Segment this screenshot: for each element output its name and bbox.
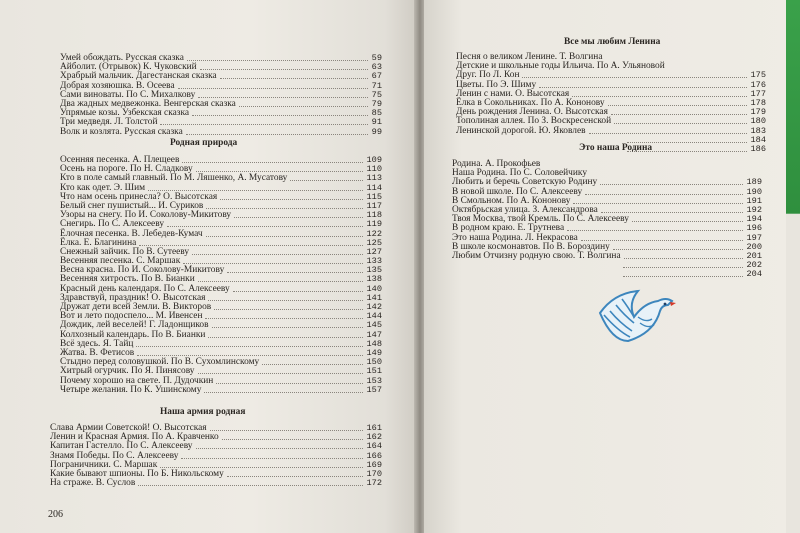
toc-entry-page: 127 [366, 246, 382, 257]
dot-leader [182, 162, 362, 163]
toc-entry-title: Ленин с нами. О. Высотская [456, 88, 570, 99]
dot-leader [206, 208, 362, 209]
dot-leader [212, 327, 363, 328]
toc-entry-page: 190 [746, 186, 762, 197]
toc-entry-title: В родном краю. Е. Трутнева [452, 223, 565, 234]
section-heading-native-nature: Родная природа [170, 138, 238, 148]
toc-entry-page: 142 [366, 302, 382, 312]
toc-entry-page: 141 [366, 292, 382, 303]
toc-entry-title: Жатва. В. Фетисов [60, 347, 135, 358]
toc-entry-title: Почему хорошо на свете. П. Дудочкин [60, 375, 214, 386]
toc-entry-title: Ёлка. Е. Благинина [60, 237, 137, 248]
toc-entry-title: Капитан Гастелло. По С. Алексееву [50, 441, 193, 452]
toc-entry-title: Ёлочная песенка. В. Лебедев-Кумач [60, 228, 203, 239]
toc-entry-page: 170 [366, 468, 382, 479]
toc-entry-page: 71 [371, 80, 382, 91]
dot-leader [262, 364, 362, 365]
dot-leader [233, 291, 363, 292]
toc-entry-page: 148 [366, 338, 382, 349]
toc-entry-page: 200 [746, 241, 762, 252]
toc-entry-page: 140 [366, 283, 382, 294]
toc-entry-title: Друг. По Л. Кон [456, 70, 520, 81]
right-page [424, 0, 800, 533]
dot-leader [136, 346, 362, 347]
toc-entry-title: Ленин и Красная Армия. По А. Кравченко [50, 432, 219, 443]
toc-entry-page: 151 [366, 366, 382, 377]
toc-entry-page: 175 [750, 70, 766, 81]
dot-leader [290, 180, 362, 181]
toc-entry-title: Снежный зайчик. По В. Сутееву [60, 246, 190, 257]
toc-entry-title: На страже. В. Суслов [50, 478, 136, 489]
toc-entry-page: 114 [366, 182, 382, 193]
toc-entry-title: Волк и козлята. Русская сказка [60, 126, 183, 137]
dot-leader [160, 467, 362, 468]
toc-entry-page: 186 [750, 143, 766, 154]
toc-entry-page: 144 [366, 311, 382, 322]
toc-entry-page: 161 [366, 423, 382, 433]
toc-entry-title: Дождик, лей веселей! Г. Ладонщиков [60, 320, 209, 331]
toc-list-fairy-tales [60, 54, 382, 137]
toc-entry-page: 113 [366, 173, 382, 184]
toc-entry [60, 386, 382, 395]
dot-leader [600, 184, 742, 185]
dot-leader [196, 448, 363, 449]
toc-entry-title: В Смольном. По А. Кононову [452, 195, 571, 206]
section-heading-our-army: Наша армия родная [160, 407, 246, 417]
toc-entry-page: 119 [366, 219, 382, 230]
toc-entry-page: 178 [750, 97, 766, 108]
toc-entry [60, 128, 382, 137]
toc-entry-title: Какие бывают шпионы. По Б. Никольскому [50, 468, 224, 479]
toc-entry-title: Это наша Родина. Л. Некрасова [452, 232, 578, 243]
dot-leader [205, 318, 362, 319]
toc-list-lenin [456, 53, 766, 154]
toc-entry-page: 180 [750, 116, 766, 127]
toc-entry-page: 79 [371, 98, 382, 109]
toc-entry-title: Родина. А. Прокофьев [452, 159, 541, 169]
dot-leader [148, 190, 362, 191]
toc-entry-title: Твоя Москва, твой Кремль. По С. Алексееву [452, 214, 629, 225]
dot-leader [608, 105, 747, 106]
toc-entry [452, 261, 762, 270]
toc-entry-page: 150 [366, 357, 382, 368]
toc-entry-title: Хитрый огурчик. По Я. Пинясову [60, 366, 195, 377]
toc-entry-page: 184 [750, 134, 766, 145]
toc-entry-title: Белый снег пушистый... И. Суриков [60, 200, 204, 211]
section-heading-motherland: Это наша Родина [579, 143, 653, 153]
page-number: 206 [48, 509, 63, 520]
dot-leader [581, 240, 743, 241]
dot-leader [589, 133, 747, 134]
dot-leader [234, 217, 362, 218]
dot-leader [522, 77, 746, 78]
dot-leader [198, 373, 363, 374]
toc-list-native-nature [60, 156, 382, 395]
dot-leader [572, 96, 746, 97]
dot-leader [611, 114, 747, 115]
toc-entry-title: Слава Армии Советской! О. Высотская [50, 423, 207, 433]
toc-entry-title: Упрямые козы. Узбекская сказка [60, 108, 190, 119]
toc-entry-title: Храбрый мальчик. Дагестанская сказка [60, 71, 217, 82]
dot-leader [573, 203, 742, 204]
toc-entry-title: Два жадных медвежонка. Венгерская сказка [60, 98, 236, 109]
toc-entry-title: В школе космонавтов. По В. Бороздину [452, 241, 610, 252]
toc-entry-page: 149 [366, 347, 382, 358]
toc-entry-page: 177 [750, 88, 766, 99]
toc-entry-page: 201 [746, 250, 762, 261]
dot-leader [178, 88, 368, 89]
toc-entry-title: Любим Отчизну родную свою. Т. Волгина [452, 250, 621, 261]
toc-entry [452, 270, 762, 279]
dot-leader [208, 300, 362, 301]
dot-leader [210, 430, 363, 431]
toc-entry-page: 172 [366, 478, 382, 489]
toc-entry-title: Стыдно перед соловушкой. По В. Сухомлинскому [60, 357, 260, 368]
toc-entry-title: Осень на пороге. По Н. Сладкову [60, 164, 193, 175]
toc-entry-title: Кто как одет. Э. Шим [60, 182, 146, 193]
toc-entry-page: 99 [371, 126, 382, 137]
dot-leader [227, 272, 362, 273]
toc-entry-page: 125 [366, 237, 382, 248]
toc-entry-title: Любить и беречь Советскую Родину [452, 177, 598, 188]
dot-leader [192, 115, 368, 116]
toc-entry-title: Четыре желания. По К. Ушинскому [60, 384, 202, 395]
dot-leader [227, 476, 363, 477]
dot-leader [601, 212, 743, 213]
toc-entry-page: 153 [366, 375, 382, 386]
section-heading-lenin: Все мы любим Ленина [564, 37, 661, 47]
toc-entry-page: 169 [366, 459, 382, 470]
toc-entry-title: Ленинской дорогой. Ю. Яковлев [456, 125, 586, 136]
toc-entry-page: 133 [366, 256, 382, 267]
toc-list-our-army [50, 424, 382, 488]
toc-entry-title: Айболит. (Отрывок) К. Чуковский [60, 62, 197, 73]
toc-entry-title: Наша Родина. По С. Соловейчику [452, 168, 588, 179]
toc-entry-page: 110 [366, 164, 382, 175]
toc-entry-page: 196 [746, 223, 762, 234]
toc-entry-title: Сами виноваты. По С. Михалкову [60, 89, 196, 100]
toc-entry-page: 197 [746, 232, 762, 243]
toc-entry-title: Песня о великом Ленине. Т. Волгина [456, 52, 603, 62]
toc-entry-page: 145 [366, 320, 382, 331]
toc-entry-title: Что нам осень принесла? О. Высотская [60, 191, 218, 202]
toc-entry-title: Узоры на снегу. По И. Соколову-Микитову [60, 210, 232, 221]
toc-entry-page: 85 [371, 108, 382, 119]
dot-leader [200, 69, 368, 70]
toc-entry-title: Тополиная аллея. По З. Воскресенской [456, 116, 612, 127]
toc-entry-page: 192 [746, 204, 762, 215]
dot-leader [186, 134, 368, 135]
toc-entry-title: Детские и школьные годы Ильича. По А. Ульяновой [456, 61, 665, 72]
toc-entry-title: Пограничники. С. Маршак [50, 459, 158, 470]
toc-entry [452, 252, 762, 261]
dot-leader [239, 106, 368, 107]
toc-entry-title: Колхозный календарь. По В. Бианки [60, 329, 206, 340]
toc-entry-title: Умей обождать. Русская сказка [60, 53, 184, 63]
toc-entry-page: 179 [750, 107, 766, 118]
toc-entry-title: Весенняя песенка. С. Маршак [60, 256, 181, 267]
toc-entry-title: День рождения Ленина. О. Высотская [456, 107, 608, 118]
toc-entry-page: 176 [750, 79, 766, 90]
dot-leader [220, 78, 368, 79]
dot-leader [614, 123, 746, 124]
toc-entry-page: 157 [366, 384, 382, 395]
toc-entry-page: 59 [371, 53, 382, 63]
toc-entry-page: 183 [750, 125, 766, 136]
toc-entry-title: Три медведя. Л. Толстой [60, 117, 158, 128]
dot-leader [137, 355, 362, 356]
toc-entry-title: Весенняя хитрость. По В. Бианки [60, 274, 195, 285]
dot-leader [192, 254, 362, 255]
toc-entry-page: 189 [746, 177, 762, 188]
dot-leader [208, 337, 362, 338]
toc-entry-title: Знамя Победы. По С. Алексееву [50, 450, 179, 461]
toc-entry-page: 122 [366, 228, 382, 239]
dot-leader [160, 124, 367, 125]
toc-entry-title: Октябрьская улица. З. Александрова [452, 204, 598, 215]
toc-entry-title: Осенняя песенка. А. Плещеев [60, 155, 180, 165]
toc-entry-page: 63 [371, 62, 382, 73]
toc-entry-page: 194 [746, 214, 762, 225]
cover-edge [786, 0, 800, 533]
toc-entry-title: Здравствуй, праздник! О. Высотская [60, 292, 206, 303]
dot-leader [623, 276, 743, 277]
dot-leader [623, 267, 743, 268]
toc-entry-title: Ёлка в Сокольниках. По А. Кононову [456, 97, 605, 108]
toc-entry-page: 91 [371, 117, 382, 128]
dot-leader [632, 221, 743, 222]
dot-leader [139, 245, 362, 246]
dot-leader [181, 458, 362, 459]
toc-entry-page: 191 [746, 195, 762, 206]
dot-leader [567, 230, 742, 231]
dot-leader [624, 258, 743, 259]
toc-entry-page: 135 [366, 265, 382, 276]
toc-entry-page: 162 [366, 432, 382, 443]
toc-entry-page: 147 [366, 329, 382, 340]
toc-entry-title: Всё здесь. Я. Тайц [60, 338, 134, 349]
dot-leader [613, 249, 743, 250]
toc-entry-page: 115 [366, 191, 382, 202]
toc-entry-title: Вот и лето подоспело... М. Ивенсен [60, 311, 203, 322]
toc-entry-title: Добрая хозяюшка. В. Осеева [60, 80, 175, 91]
toc-entry-title: В новой школе. По С. Алексееву [452, 186, 583, 197]
toc-entry [456, 127, 766, 136]
toc-entry-title: Красный день календаря. По С. Алексееву [60, 283, 230, 294]
dot-leader [585, 194, 742, 195]
dot-leader [222, 439, 363, 440]
dot-leader [216, 383, 362, 384]
dot-leader [183, 263, 362, 264]
dot-leader [539, 87, 746, 88]
toc-entry-page: 75 [371, 89, 382, 100]
toc-entry-page: 117 [366, 200, 382, 211]
dot-leader [198, 281, 363, 282]
toc-entry-page: 202 [746, 260, 762, 271]
dot-leader [138, 485, 362, 486]
dot-leader [206, 236, 363, 237]
dot-leader [187, 60, 368, 61]
toc-entry-page: 164 [366, 441, 382, 452]
dot-leader [204, 392, 362, 393]
toc-entry-title: Кто в поле самый главный. По М. Ляшенко, А. Мусатову [60, 173, 288, 184]
toc-entry-page: 67 [371, 71, 382, 82]
dot-leader [214, 309, 362, 310]
toc-entry-page: 109 [366, 155, 382, 165]
dot-leader [198, 97, 367, 98]
toc-entry-title: Снегирь. По С. Алексееву [60, 219, 165, 230]
toc-entry-title: Цветы. По Э. Шиму [456, 79, 537, 90]
dot-leader [167, 226, 363, 227]
toc-entry-page: 138 [366, 274, 382, 285]
dove-icon [594, 283, 678, 345]
toc-list-motherland [452, 160, 762, 279]
toc-entry-page: 166 [366, 450, 382, 461]
toc-entry [50, 479, 382, 488]
dot-leader [220, 199, 362, 200]
toc-entry-page: 204 [746, 269, 762, 280]
toc-entry-page: 118 [366, 210, 382, 221]
toc-entry-title: Дружат дети всей Земли. В. Викторов [60, 302, 212, 312]
toc-entry-title: Весна красна. По И. Соколову-Микитову [60, 265, 225, 276]
